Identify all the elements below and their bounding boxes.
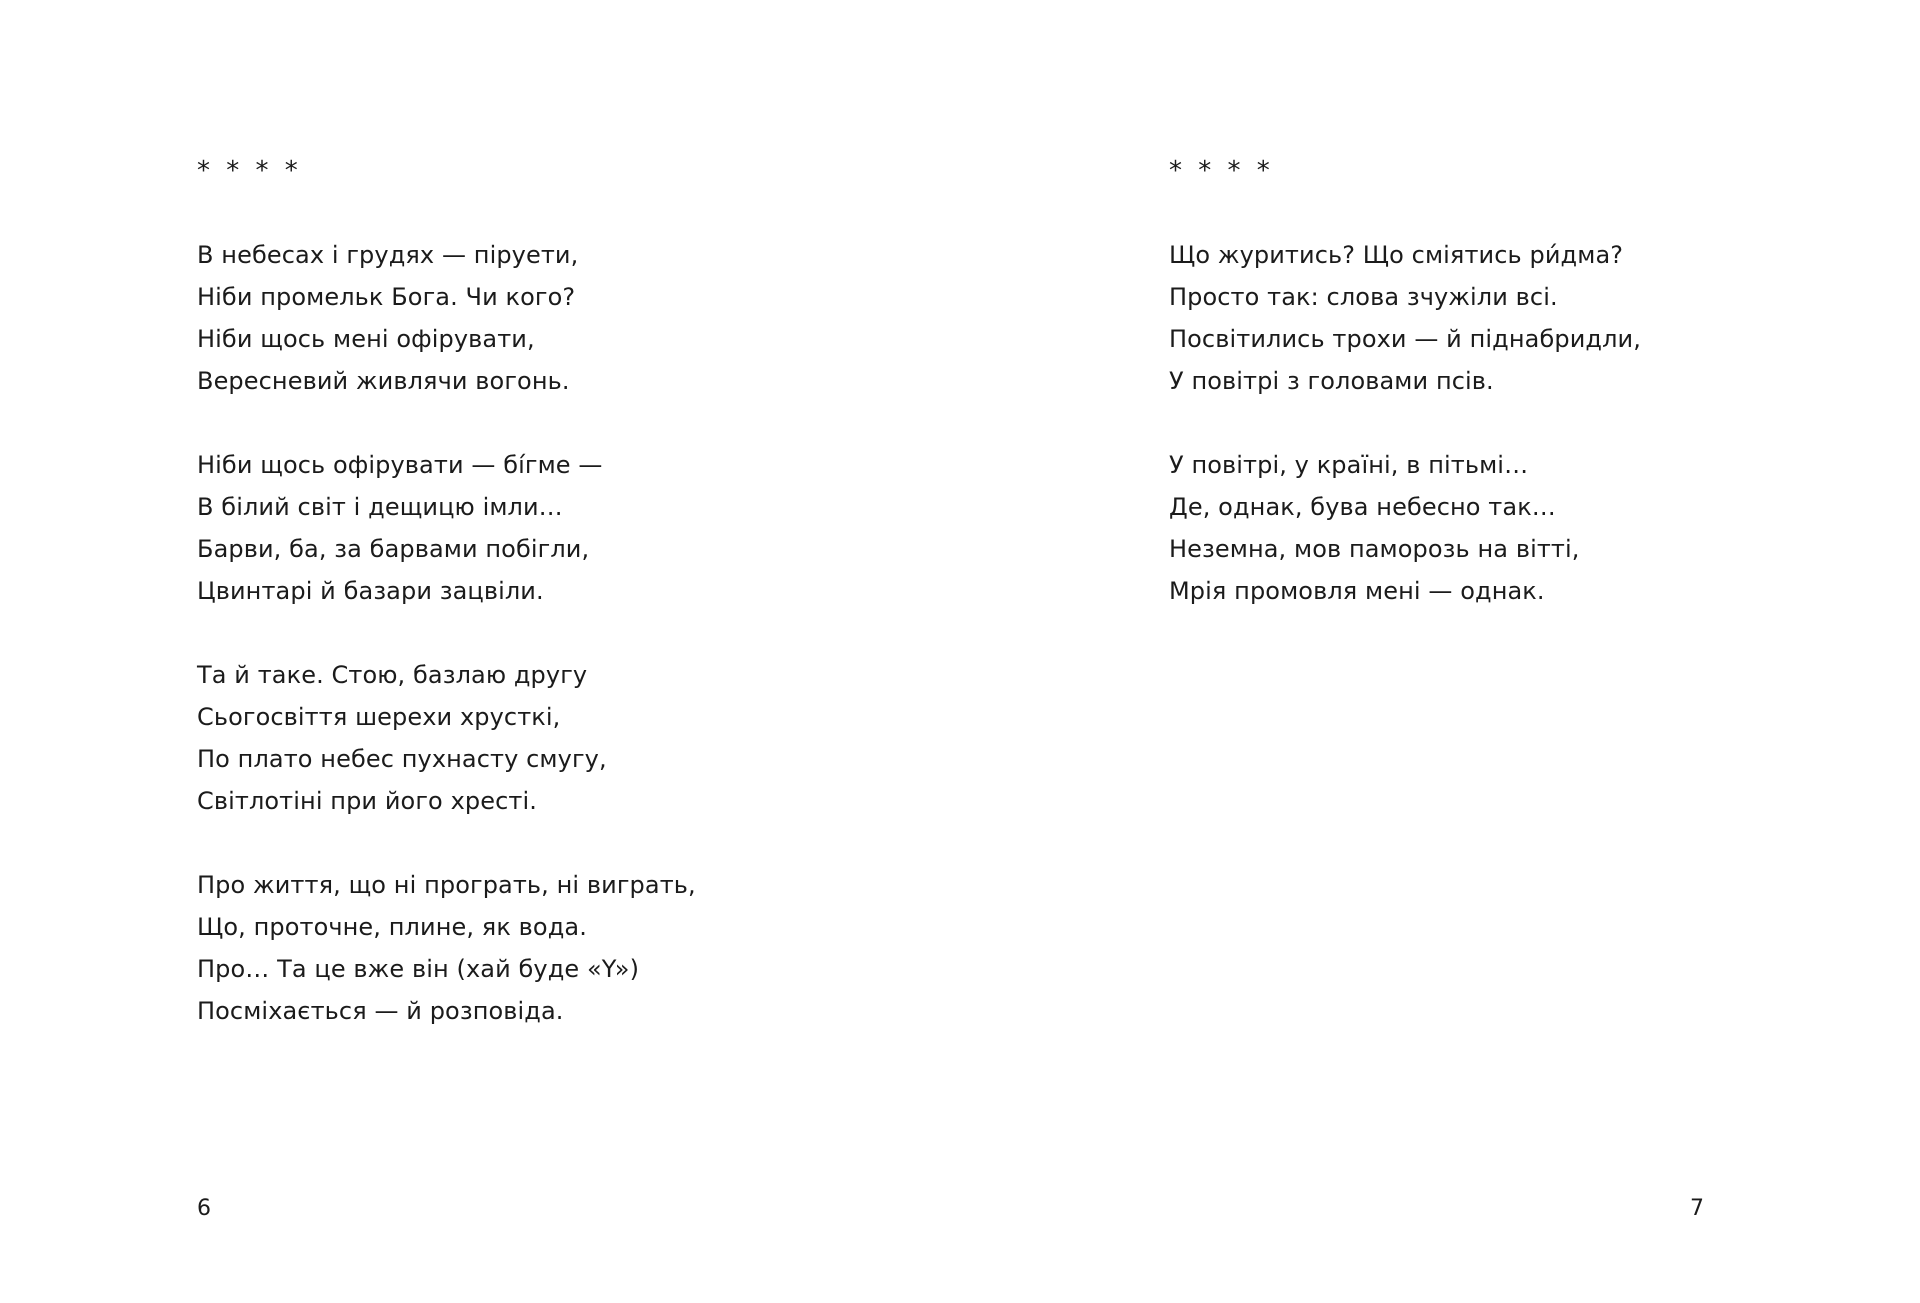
poem-line: По плато небес пухнасту смугу, xyxy=(197,745,607,773)
poem-line: Про життя, що ні програть, ні виграть, xyxy=(197,871,696,899)
poem-line: В небесах і грудях — піруети, xyxy=(197,241,579,269)
poem-line: В білий світ і дещицю імли… xyxy=(197,493,563,521)
stanza-3 xyxy=(197,654,696,822)
poem-line: Що, проточне, плине, як вода. xyxy=(197,913,587,941)
poem-line: Посміхається — й розповіда. xyxy=(197,997,564,1025)
poem-line: Цвинтарі й базари зацвіли. xyxy=(197,577,544,605)
poem-line: Неземна, мов паморозь на вітті, xyxy=(1169,535,1580,563)
poem-line: Та й таке. Стою, базлаю другу xyxy=(197,661,588,689)
poem-line: Світлотіні при його хресті. xyxy=(197,787,537,815)
poem-line: Посвітились трохи — й піднабридли, xyxy=(1169,325,1641,353)
page-number: 7 xyxy=(1690,1196,1704,1221)
stanza-4 xyxy=(197,864,696,1032)
poem-line: Де, однак, бува небесно так… xyxy=(1169,493,1556,521)
poem-heading-stars: * * * * xyxy=(197,156,302,186)
poem-line: У повітрі з головами псів. xyxy=(1169,367,1494,395)
poem-line: У повітрі, у країні, в пітьмі… xyxy=(1169,451,1529,479)
page-number: 6 xyxy=(197,1196,211,1221)
poem-line: Вересневий живлячи вогонь. xyxy=(197,367,570,395)
right-poem xyxy=(1169,150,1641,654)
stanza-1 xyxy=(1169,234,1641,402)
poem-line: Сьогосвіття шерехи хрусткі, xyxy=(197,703,561,731)
poem-line: Барви, ба, за барвами побігли, xyxy=(197,535,590,563)
poem-heading-stars: * * * * xyxy=(1169,156,1274,186)
poem-line: Ніби щось мені офірувати, xyxy=(197,325,535,353)
stanza-2 xyxy=(197,444,696,612)
stanza-2 xyxy=(1169,444,1641,612)
poem-line: Що журитись? Що сміятись ри́дма? xyxy=(1169,241,1624,269)
poem-line: Просто так: слова зчужіли всі. xyxy=(1169,283,1558,311)
right-page xyxy=(960,0,1920,1303)
left-poem xyxy=(197,150,696,1074)
poem-line: Про… Та це вже він (хай буде «Y») xyxy=(197,955,640,983)
stanza-1 xyxy=(197,234,696,402)
poem-line: Ніби щось офірувати — бíгме — xyxy=(197,451,603,479)
poem-line: Ніби промельк Бога. Чи кого? xyxy=(197,283,576,311)
poem-line: Мрія промовля мені — однак. xyxy=(1169,577,1545,605)
